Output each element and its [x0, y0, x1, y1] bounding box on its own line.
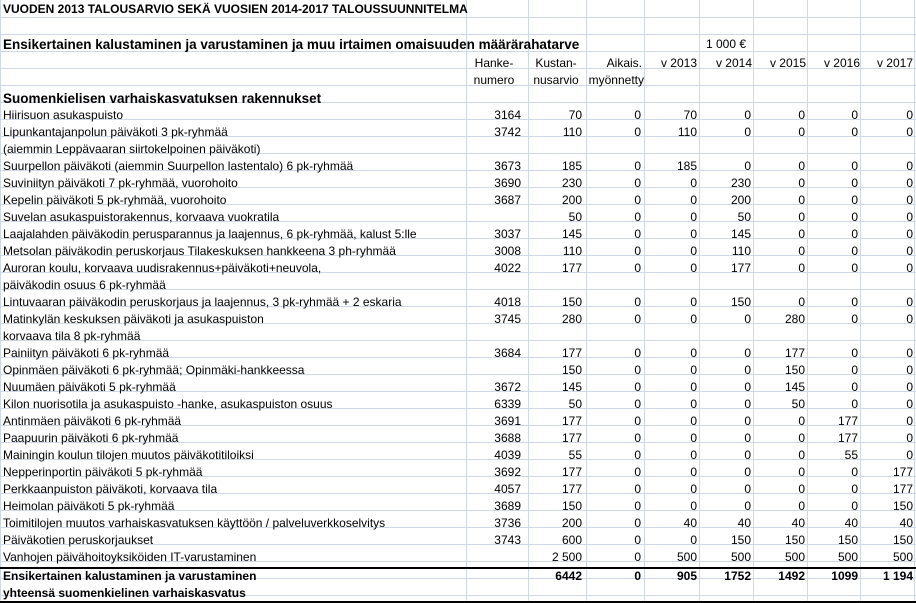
row-value: 177 [837, 431, 858, 445]
row-value: 0 [634, 193, 641, 207]
row-value: 0 [906, 159, 913, 173]
row-value: 177 [892, 465, 913, 479]
row-value: 0 [906, 448, 913, 462]
row-value: 0 [690, 482, 697, 496]
row-label: Nuumäen päiväkoti 5 pk-ryhmää [3, 380, 176, 394]
row-value: 150 [892, 499, 913, 513]
row-value: 40 [737, 516, 751, 530]
row-value: 110 [562, 244, 582, 258]
row-value: 0 [634, 414, 641, 428]
row-value: 110 [677, 125, 697, 139]
row-value: 0 [798, 414, 805, 428]
total-value: 1 194 [882, 569, 913, 583]
row-value: 0 [851, 482, 858, 496]
row-value: 0 [634, 346, 641, 360]
row-value: 40 [791, 516, 805, 530]
row-value: 145 [561, 227, 582, 241]
row-value: 0 [690, 244, 697, 258]
total-label-2: yhteensä suomenkielinen varhaiskasvatus [3, 586, 246, 600]
row-value: 280 [784, 312, 805, 326]
row-value: 3690 [494, 176, 521, 190]
row-label: Auroran koulu, korvaava uudisrakennus+päiväkoti+neuvola, [3, 261, 322, 275]
row-label: Lintuvaaran päiväkodin peruskorjaus ja laajennus, 3 pk-ryhmää + 2 eskaria [3, 295, 402, 309]
row-value: 0 [906, 227, 913, 241]
row-label: Matinkylän keskuksen päiväkoti ja asukaspuiston [3, 312, 264, 326]
row-value: 0 [798, 244, 805, 258]
row-value: 230 [730, 176, 751, 190]
row-value: 0 [690, 261, 697, 275]
row-value: 0 [906, 431, 913, 445]
row-value: 0 [634, 125, 641, 139]
row-label: korvaava tila 8 pk-ryhmää [3, 329, 141, 343]
row-value: 0 [690, 176, 697, 190]
row-value: 4057 [494, 482, 521, 496]
row-value: 0 [851, 397, 858, 411]
row-value: 0 [906, 295, 913, 309]
row-value: 0 [798, 482, 805, 496]
row-value: 0 [744, 397, 751, 411]
row-label: Vanhojen päivähoitoyksiköiden IT-varustaminen [3, 550, 257, 564]
row-value: 0 [690, 363, 697, 377]
row-label: Toimitilojen muutos varhaiskasvatuksen käyttöön / palveluverkkoselvitys [3, 516, 386, 530]
row-value: 0 [851, 159, 858, 173]
row-value: 70 [683, 108, 697, 122]
row-label: Antinmäen päiväkoti 6 pk-ryhmää [3, 414, 182, 428]
row-value: 0 [906, 176, 913, 190]
row-value: 3037 [494, 227, 521, 241]
row-value: 0 [798, 159, 805, 173]
row-value: 0 [634, 482, 641, 496]
header-kustannus-2: nusarvio [533, 73, 579, 87]
row-value: 0 [744, 499, 751, 513]
row-value: 500 [676, 550, 697, 564]
row-value: 145 [784, 380, 805, 394]
row-value: 0 [634, 227, 641, 241]
row-label: Mainingin koulun tilojen muutos päiväkotitiloiksi [3, 448, 254, 462]
row-value: 40 [844, 516, 858, 530]
row-value: 3164 [494, 108, 521, 122]
row-value: 3743 [494, 533, 521, 547]
row-value: 0 [690, 210, 697, 224]
row-value: 0 [690, 465, 697, 479]
row-value: 0 [634, 533, 641, 547]
row-value: 40 [683, 516, 697, 530]
grid-column-line [0, 0, 1, 603]
row-label: Metsolan päiväkodin peruskorjaus Tilakeskuksen hankkeena 3 ph-ryhmää [3, 244, 396, 258]
total-value: 0 [634, 569, 641, 583]
row-value: 0 [851, 125, 858, 139]
row-value: 0 [851, 363, 858, 377]
row-value: 0 [634, 261, 641, 275]
row-value: 185 [561, 159, 582, 173]
row-value: 3684 [494, 346, 521, 360]
row-value: 4022 [494, 261, 521, 275]
row-value: 0 [634, 176, 641, 190]
row-value: 500 [892, 550, 913, 564]
row-label: Laajalahden päiväkodin perusparannus ja laajennus, 6 pk-ryhmää, kalust 5:lle [3, 227, 417, 241]
row-label: Paapuurin päiväkoti 6 pk-ryhmää [3, 431, 179, 445]
header-hanke-2: numero [473, 73, 515, 87]
row-value: 0 [906, 210, 913, 224]
row-value: 3689 [494, 499, 521, 513]
row-value: 0 [744, 346, 751, 360]
row-value: 500 [730, 550, 751, 564]
row-value: 230 [561, 176, 582, 190]
row-value: 200 [561, 516, 582, 530]
row-value: 177 [837, 414, 858, 428]
row-value: 0 [744, 159, 751, 173]
unit-label: 1 000 € [706, 37, 747, 51]
row-value: 110 [562, 125, 582, 139]
row-value: 0 [851, 295, 858, 309]
sheet-subtitle: Ensikertainen kalustaminen ja varustaminen ja muu irtaimen omaisuuden määrärahatarve [3, 37, 580, 52]
row-value: 3673 [494, 159, 521, 173]
row-value: 0 [906, 346, 913, 360]
row-label: Nepperinportin päiväkoti 5 pk-ryhmää [3, 465, 203, 479]
row-value: 0 [634, 431, 641, 445]
row-value: 0 [744, 312, 751, 326]
row-value: 0 [690, 193, 697, 207]
row-value: 0 [851, 210, 858, 224]
row-value: 0 [851, 312, 858, 326]
row-value: 177 [892, 482, 913, 496]
row-value: 0 [851, 227, 858, 241]
grid-column-line [914, 0, 915, 603]
row-value: 150 [561, 499, 582, 513]
row-value: 0 [906, 108, 913, 122]
row-label: Lipunkantajanpolun päiväkoti 3 pk-ryhmää [3, 125, 228, 139]
row-value: 0 [798, 125, 805, 139]
header-year-2017: v 2017 [876, 56, 913, 70]
row-label: Painiityn päiväkoti 6 pk-ryhmää [3, 346, 170, 360]
row-value: 0 [634, 244, 641, 258]
row-value: 177 [784, 346, 805, 360]
row-value: 150 [892, 533, 913, 547]
row-value: 0 [690, 227, 697, 241]
row-label: (aiemmin Leppävaaran siirtokelpoinen päiväkoti) [3, 142, 261, 156]
row-value: 0 [906, 244, 913, 258]
row-value: 0 [798, 108, 805, 122]
row-value: 185 [676, 159, 697, 173]
grid-row-line [0, 85, 916, 86]
row-value: 0 [690, 499, 697, 513]
row-value: 0 [634, 448, 641, 462]
row-value: 0 [634, 108, 641, 122]
row-value: 0 [851, 346, 858, 360]
row-value: 0 [798, 499, 805, 513]
row-value: 0 [798, 431, 805, 445]
row-value: 0 [798, 227, 805, 241]
row-value: 0 [634, 516, 641, 530]
row-value: 150 [784, 533, 805, 547]
row-value: 200 [730, 193, 751, 207]
row-value: 500 [837, 550, 858, 564]
row-value: 3742 [494, 125, 521, 139]
row-value: 0 [690, 346, 697, 360]
row-value: 0 [744, 448, 751, 462]
row-value: 0 [851, 499, 858, 513]
sheet-title: VUODEN 2013 TALOUSARVIO SEKÄ VUOSIEN 2014-2017 TALOUSSUUNNITELMA [3, 2, 468, 16]
row-value: 0 [906, 414, 913, 428]
row-value: 0 [798, 448, 805, 462]
row-value: 150 [561, 363, 582, 377]
row-value: 3008 [494, 244, 521, 258]
section-title: Suomenkielisen varhaiskasvatuksen rakennukset [3, 91, 322, 106]
row-label: päiväkodin osuus 6 pk-ryhmää [3, 278, 166, 292]
row-value: 177 [561, 465, 582, 479]
row-value: 0 [906, 193, 913, 207]
row-value: 0 [906, 312, 913, 326]
row-value: 0 [906, 380, 913, 394]
header-year-2014: v 2014 [715, 56, 752, 70]
header-kustannus-1: Kustan- [535, 56, 577, 70]
row-value: 50 [791, 397, 805, 411]
row-label: Suvelan asukaspuistorakennus, korvaava vuokratila [3, 210, 280, 224]
row-value: 0 [798, 176, 805, 190]
row-value: 6339 [494, 397, 521, 411]
row-value: 145 [561, 380, 582, 394]
row-label: Kilon nuorisotila ja asukaspuisto -hanke, asukaspuiston osuus [3, 397, 333, 411]
row-value: 150 [730, 533, 751, 547]
row-value: 4039 [494, 448, 521, 462]
row-value: 55 [568, 448, 582, 462]
total-value: 1099 [831, 569, 858, 583]
row-value: 50 [568, 210, 582, 224]
row-value: 0 [634, 380, 641, 394]
row-value: 0 [690, 312, 697, 326]
row-value: 3691 [494, 414, 521, 428]
total-value: 6442 [555, 569, 582, 583]
row-value: 0 [851, 176, 858, 190]
row-label: Perkkaanpuiston päiväkoti, korvaava tila [3, 482, 218, 496]
row-value: 0 [690, 533, 697, 547]
row-value: 0 [744, 108, 751, 122]
row-value: 0 [634, 312, 641, 326]
row-value: 0 [906, 363, 913, 377]
row-value: 0 [744, 465, 751, 479]
row-value: 145 [730, 227, 751, 241]
row-value: 0 [690, 397, 697, 411]
row-value: 2 500 [551, 550, 582, 564]
row-value: 4018 [494, 295, 521, 309]
row-value: 0 [798, 210, 805, 224]
row-value: 0 [690, 448, 697, 462]
row-value: 280 [561, 312, 582, 326]
header-aikais-2: myönnetty [588, 73, 644, 87]
row-value: 0 [798, 295, 805, 309]
row-value: 3687 [494, 193, 521, 207]
row-value: 0 [690, 414, 697, 428]
row-value: 0 [851, 108, 858, 122]
total-value: 1492 [778, 569, 805, 583]
header-year-2016: v 2016 [823, 56, 860, 70]
row-value: 0 [851, 465, 858, 479]
row-value: 70 [568, 108, 582, 122]
row-label: Suurpellon päiväkoti (aiemmin Suurpellon lastentalo) 6 pk-ryhmää [3, 159, 354, 173]
row-value: 0 [634, 465, 641, 479]
row-value: 177 [561, 431, 582, 445]
row-value: 200 [561, 193, 582, 207]
row-value: 0 [634, 550, 641, 564]
row-value: 0 [851, 244, 858, 258]
total-value: 905 [676, 569, 697, 583]
row-label: Heimolan päiväkoti 5 pk-ryhmää [3, 499, 175, 513]
row-value: 177 [561, 482, 582, 496]
row-value: 0 [906, 397, 913, 411]
row-value: 3672 [494, 380, 521, 394]
row-value: 0 [798, 261, 805, 275]
header-aikais-1: Aikais. [606, 56, 642, 70]
grid-row-line [0, 34, 916, 35]
row-value: 0 [634, 397, 641, 411]
row-value: 0 [690, 295, 697, 309]
row-value: 0 [744, 431, 751, 445]
row-value: 0 [851, 193, 858, 207]
row-value: 55 [844, 448, 858, 462]
row-value: 0 [744, 380, 751, 394]
row-value: 0 [851, 261, 858, 275]
row-value: 3736 [494, 516, 521, 530]
header-year-2015: v 2015 [769, 56, 806, 70]
row-value: 40 [899, 516, 913, 530]
row-value: 50 [737, 210, 751, 224]
row-value: 110 [731, 244, 751, 258]
row-value: 0 [634, 499, 641, 513]
row-value: 0 [634, 159, 641, 173]
row-value: 500 [784, 550, 805, 564]
row-label: Kepelin päiväkoti 5 pk-ryhmää, vuorohoito [3, 193, 227, 207]
row-value: 3688 [494, 431, 521, 445]
row-value: 50 [568, 397, 582, 411]
row-value: 0 [690, 380, 697, 394]
row-value: 0 [851, 380, 858, 394]
row-value: 0 [798, 465, 805, 479]
row-value: 177 [561, 261, 582, 275]
row-value: 0 [744, 125, 751, 139]
header-hanke-1: Hanke- [474, 56, 514, 70]
row-value: 0 [690, 431, 697, 445]
row-value: 150 [837, 533, 858, 547]
row-value: 177 [561, 414, 582, 428]
row-label: Päiväkotien peruskorjaukset [3, 533, 154, 547]
row-value: 0 [744, 414, 751, 428]
row-value: 3745 [494, 312, 521, 326]
total-value: 1752 [724, 569, 751, 583]
row-value: 177 [561, 346, 582, 360]
row-label: Opinmäen päiväkoti 6 pk-ryhmää; Opinmäki-hankkeessa [3, 363, 305, 377]
row-value: 0 [744, 363, 751, 377]
row-value: 0 [634, 363, 641, 377]
row-value: 0 [634, 295, 641, 309]
header-year-2013: v 2013 [660, 56, 697, 70]
row-label: Hiirisuon asukaspuisto [3, 108, 124, 122]
row-value: 0 [906, 261, 913, 275]
row-value: 0 [634, 210, 641, 224]
total-label-1: Ensikertainen kalustaminen ja varustaminen [3, 569, 257, 583]
row-value: 150 [730, 295, 751, 309]
row-value: 177 [730, 261, 751, 275]
row-label: Suviniityn päiväkoti 7 pk-ryhmää, vuorohoito [3, 176, 238, 190]
row-value: 0 [744, 482, 751, 496]
row-value: 150 [784, 363, 805, 377]
row-value: 600 [561, 533, 582, 547]
row-value: 0 [906, 125, 913, 139]
row-value: 3692 [494, 465, 521, 479]
row-value: 0 [798, 193, 805, 207]
row-value: 150 [561, 295, 582, 309]
